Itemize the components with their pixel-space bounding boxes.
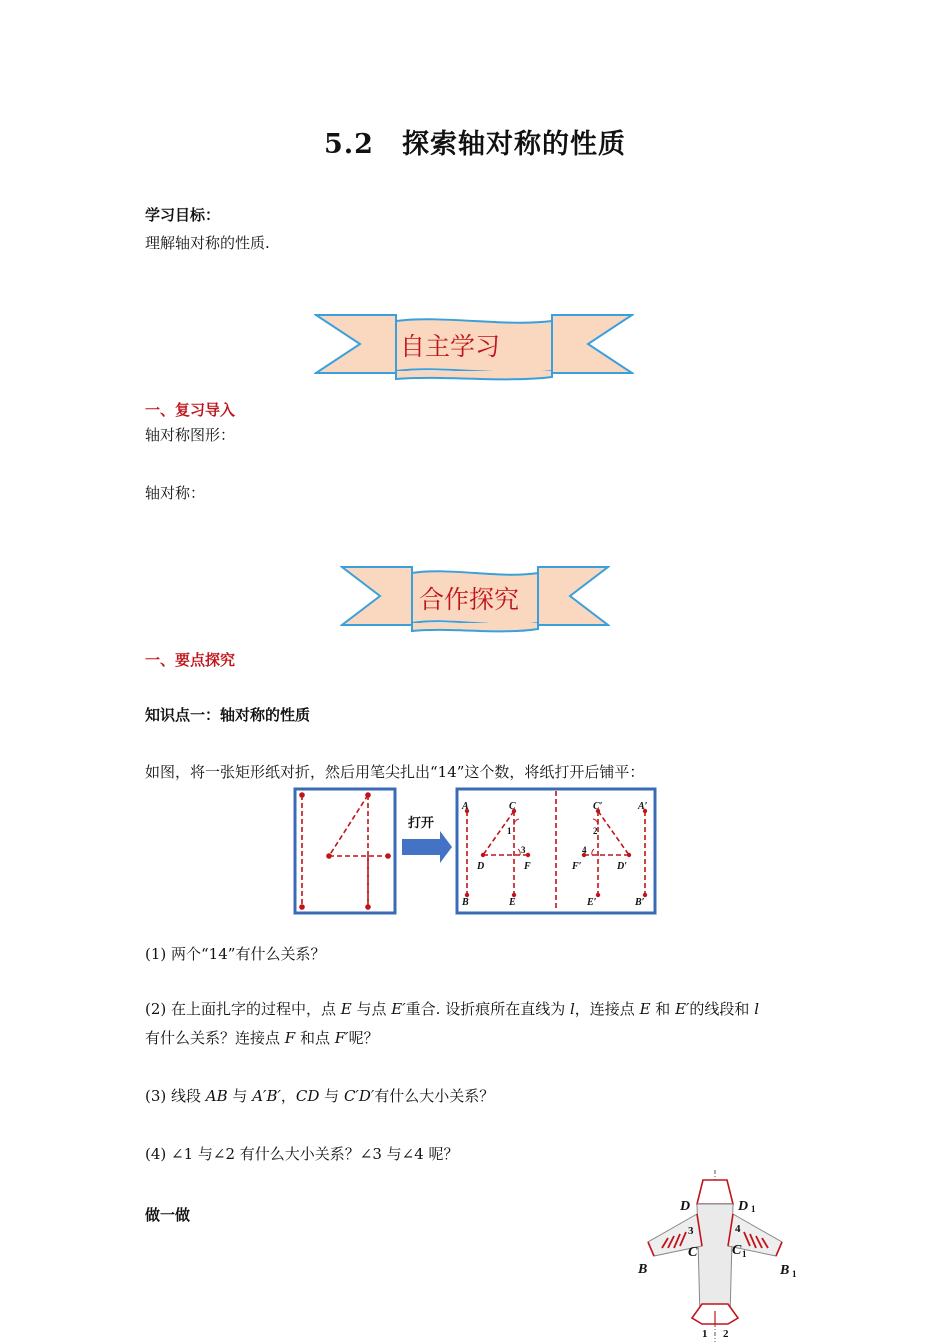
- label-A: A: [462, 801, 469, 812]
- label-F-prime: F′: [572, 861, 582, 872]
- label-B-prime: B′: [635, 897, 645, 908]
- page-title: 5.2 探索轴对称的性质: [324, 129, 626, 160]
- plane-sub-C1: 1: [742, 1249, 747, 1259]
- question-2: (2) 在上面扎字的过程中，点 E 与点 E′重合. 设折痕所在直线为 l，连接点 E 和 E′的线段和 l 有什么关系？连接点 F 和点 F′呢？: [145, 1000, 760, 1047]
- airplane-figure: [630, 1166, 810, 1342]
- goals-text: 理解轴对称的性质.: [145, 234, 270, 252]
- label-E: E: [509, 897, 516, 908]
- plane-label-B: B: [638, 1262, 648, 1277]
- label-C: C: [509, 801, 516, 812]
- angle-1-label: 1: [507, 826, 512, 836]
- question-3: (3) 线段 AB 与 A′B′，CD 与 C′D′有什么大小关系？: [145, 1087, 495, 1105]
- arrow-label: 打开: [408, 815, 435, 830]
- angle-4-label: 4: [582, 845, 587, 855]
- label-D: D: [477, 861, 485, 872]
- plane-label-D: D: [680, 1199, 691, 1214]
- angle-3-label: 3: [521, 845, 526, 855]
- review-line1: 轴对称图形：: [145, 426, 236, 444]
- banner2-text: 合作探究: [419, 585, 520, 614]
- plane-label-B1: B: [780, 1263, 790, 1278]
- plane-sub-D1: 1: [751, 1204, 756, 1214]
- review-line2: 轴对称：: [145, 484, 206, 502]
- goals-heading: 学习目标：: [145, 206, 221, 224]
- plane-label-C1: C: [732, 1243, 742, 1258]
- label-F: F: [524, 861, 531, 872]
- plane-angle-4: 4: [735, 1223, 741, 1235]
- label-D-prime: D′: [617, 861, 628, 872]
- plane-angle-2: 2: [723, 1328, 729, 1340]
- plane-label-C: C: [688, 1245, 698, 1260]
- label-E-prime: E′: [587, 897, 597, 908]
- fold-figure: [290, 787, 660, 917]
- label-C-prime: C′: [593, 801, 603, 812]
- kp1-heading: 知识点一：轴对称的性质: [145, 706, 311, 724]
- label-A-prime: A′: [638, 801, 648, 812]
- question-4: (4) ∠1 与∠2 有什么大小关系？∠3 与∠4 呢？: [145, 1145, 459, 1163]
- plane-label-D1: D: [738, 1199, 749, 1214]
- banner1-text: 自主学习: [400, 332, 501, 361]
- doit-heading: 做一做: [145, 1206, 191, 1224]
- question-1: (1) 两个“14”有什么关系？: [145, 945, 326, 963]
- plane-angle-3: 3: [688, 1225, 694, 1237]
- review-heading: 一、复习导入: [145, 401, 236, 419]
- plane-sub-B1: 1: [792, 1269, 797, 1279]
- plane-angle-1: 1: [702, 1328, 708, 1340]
- explore-heading: 一、要点探究: [145, 651, 236, 669]
- intro-text: 如图，将一张矩形纸对折，然后用笔尖扎出“14”这个数，将纸打开后铺平：: [145, 763, 645, 781]
- label-B: B: [462, 897, 469, 908]
- angle-2-label: 2: [593, 826, 598, 836]
